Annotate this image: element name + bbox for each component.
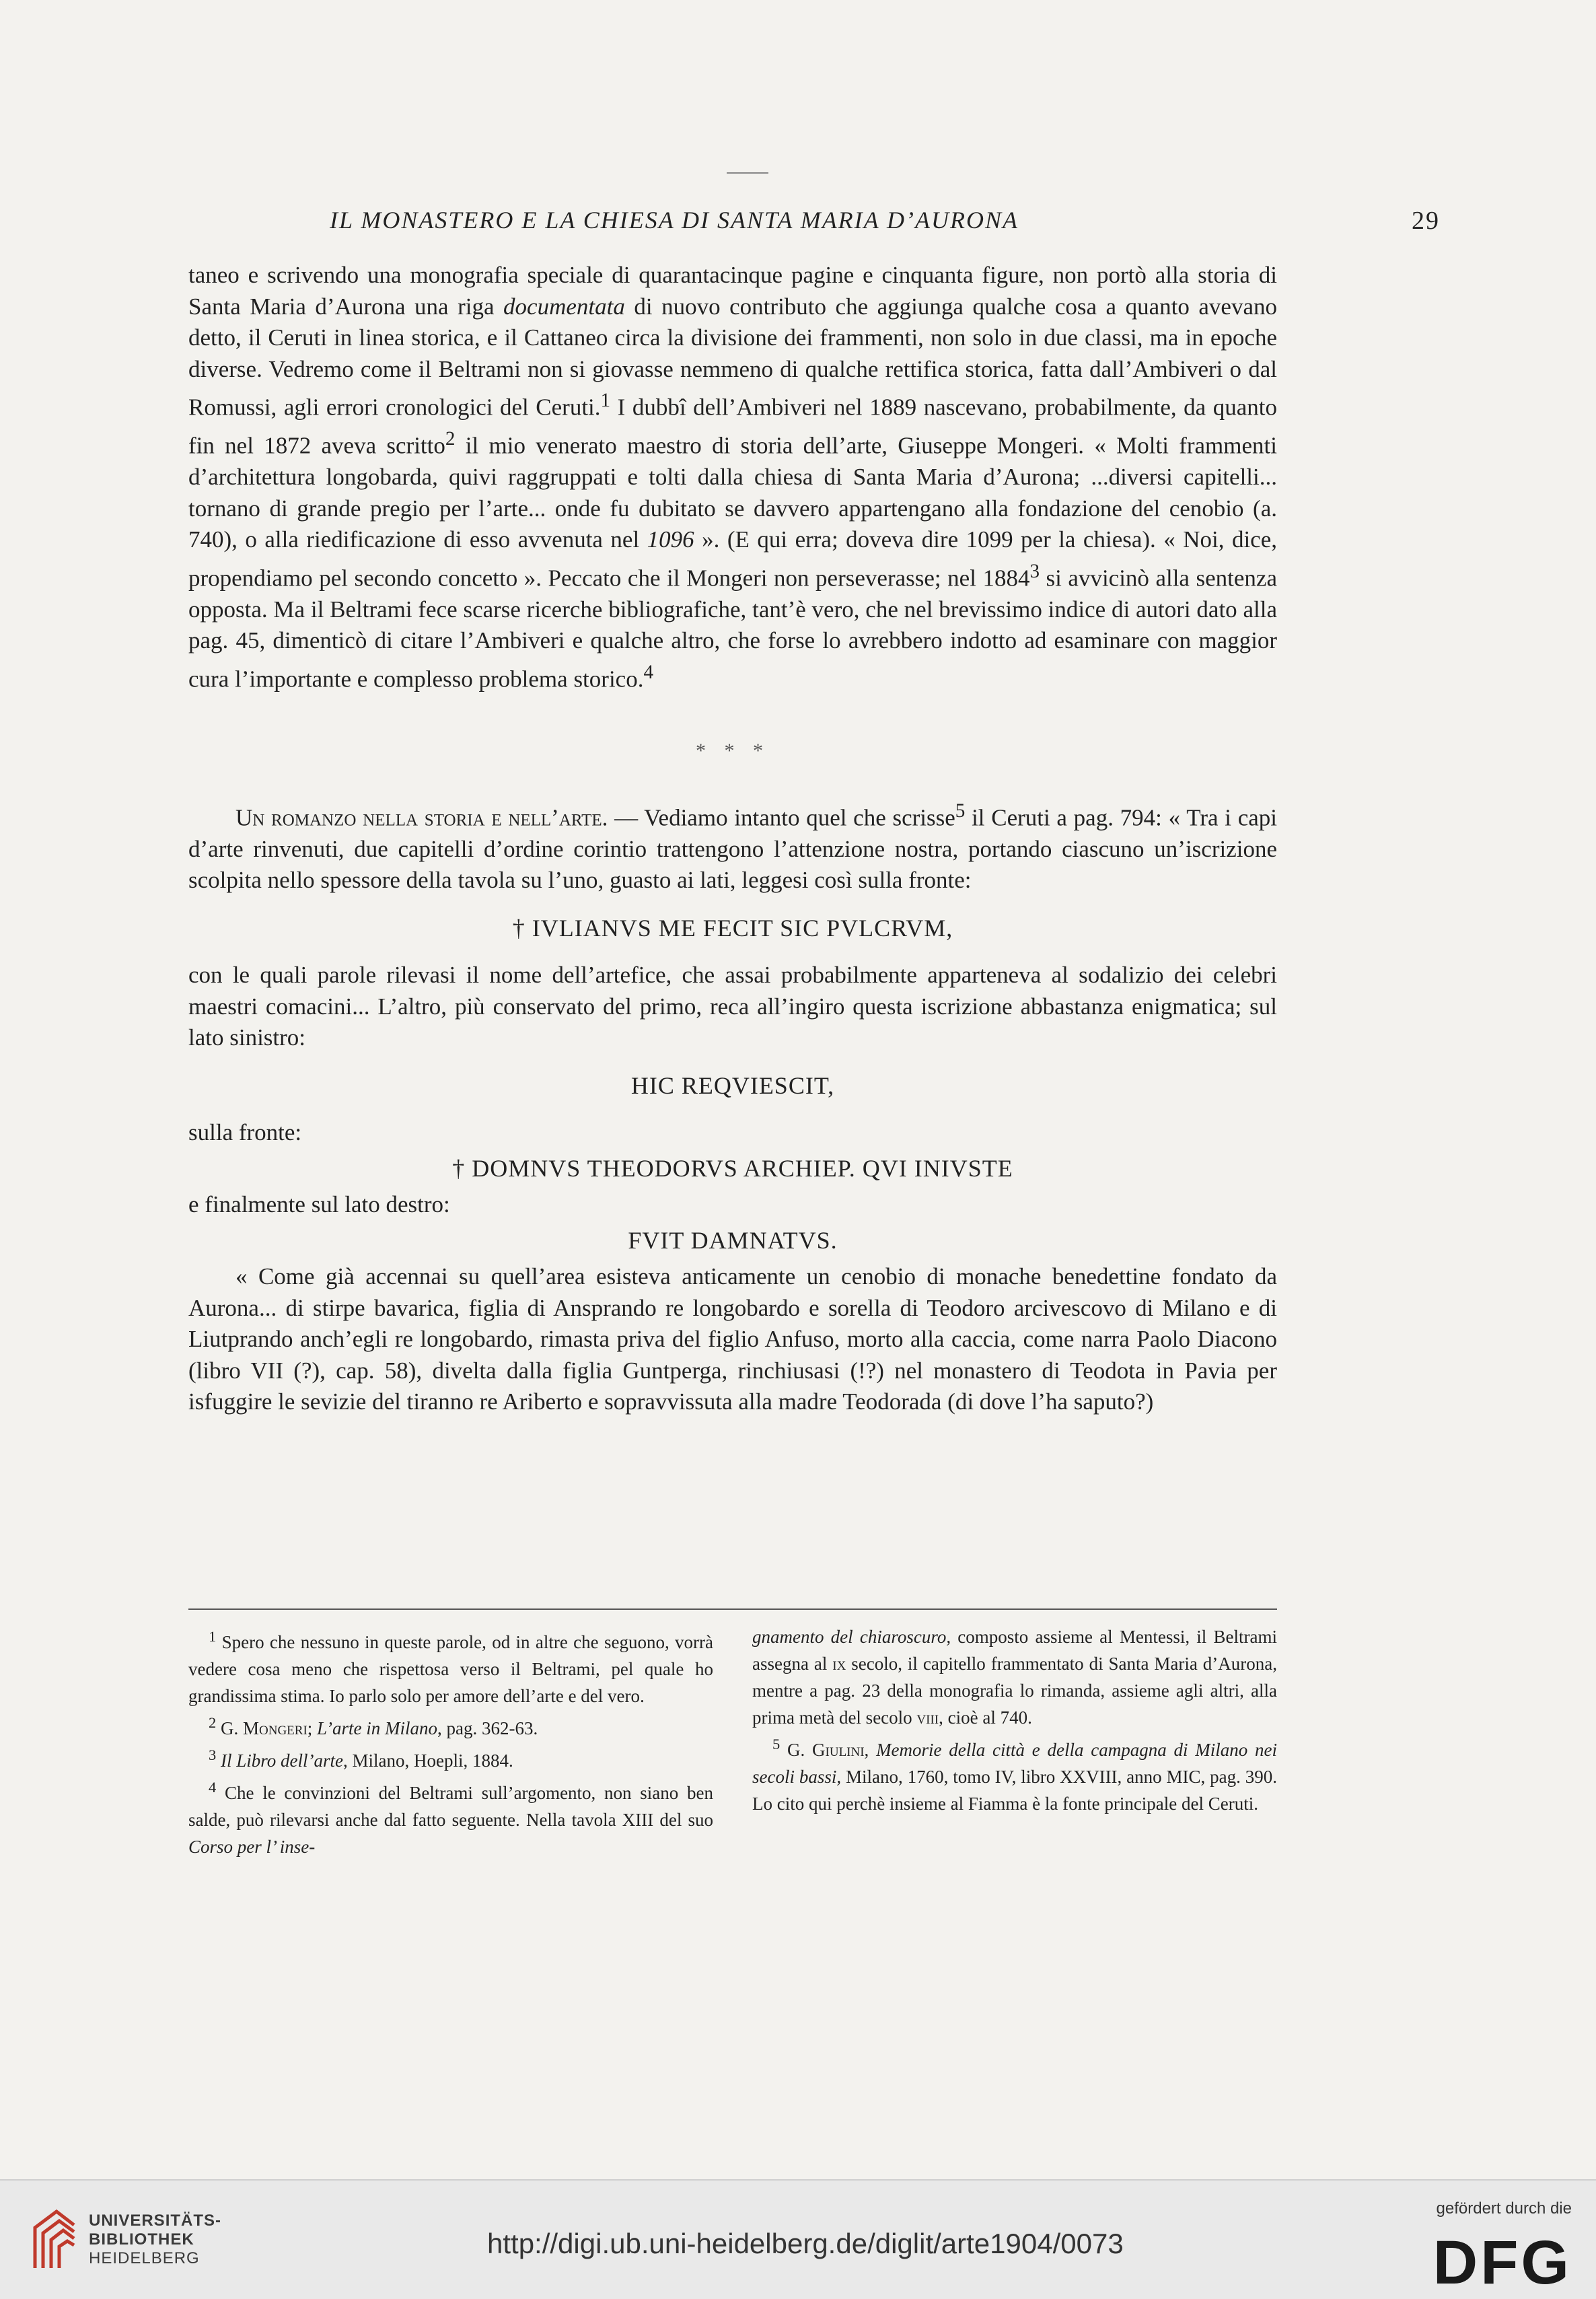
text-run: ». (E qui erra; doveva dire 1099 per la chiesa). « Noi, dice, propendiamo pel secondo concetto ». Peccato che il Mongeri non perseverasse; nel 1884 [188,526,1277,592]
library-name-line: HEIDELBERG [89,2249,200,2267]
paragraph-4: sulla fronte: [188,1119,302,1146]
paragraph-1 [188,260,1277,695]
footnote-number: 4 [209,1779,217,1796]
text-run: Spero che nessuno in queste parole, od in altre che seguono, vorrà vedere cosa meno che rispettosa verso il Beltrami, pel quale ho grandissima stima. Io parlo solo per amore dell’arte e del vero. [188,1632,713,1706]
text-run: secolo, il capitello frammentato di Santa Maria d’Aurona, mentre a pag. 23 della monografia lo rimanda, assieme agli altri, alla prima metà del secolo [752,1654,1278,1728]
funding-caption: gefördert durch die [1436,2199,1572,2218]
footnote-5 [752,1731,1277,1817]
footnote-number: 2 [209,1714,217,1731]
text-run: , cioè al 740. [939,1707,1032,1728]
text-run [216,1750,221,1771]
emphasis: documentata [503,293,625,320]
footnote-ref[interactable]: 5 [955,800,966,822]
running-header [188,206,1440,240]
footnote-number: 5 [772,1736,781,1753]
footnote-ref[interactable]: 1 [600,390,611,411]
book-title: L’arte in Milano [317,1718,438,1738]
text-run: I dubbî dell’Ambiveri nel 1889 nascevano, probabilmente, da quanto fin nel 1872 aveva scritto [188,394,1277,459]
text-run: ; [307,1718,318,1738]
footnote-number: 3 [209,1746,217,1763]
paragraph-6: « Come già accennai su quell’area esisteva anticamente un cenobio di monache benedettine fondato da Aurona... di stirpe bavarica, figlia di Ansprando re longobardo e sorella di Teodoro arcivescovo di Milano e di Liutprando anch’egli re longobardo, rimasta priva del figlio Anfuso, morto alla caccia, come narra Paolo Diacono (libro VII (?), cap. 58), divelta dalla figlia Guntperga, rinchiusasi (!?) nel monastero di Teodota in Pavia per isfuggire le sevizie del tiranno re Ariberto e sopravvissuta alla madre Teodorada (di dove l’ha saputo?) [188,1263,1277,1415]
text-run: di nuovo contributo che aggiunga qualche cosa a quanto avevano detto, il Ceruti in linea storica, e il Cattaneo circa la divisione dei frammenti, non solo in due classi, ma in epoche diverse. Vedremo come il Beltrami non si giovasse nemmeno di qualche rettifica storica, fatta dall’Ambiveri o dal Romussi, agli errori cronologici del Ceruti. [188,293,1277,421]
book-title: Memorie della città e della campagna di Milano nei secoli bassi, [752,1740,1277,1787]
paragraph-5: e finalmente sul lato destro: [188,1191,450,1218]
footnotes-right-column [752,1623,1277,1860]
text-run: — Vediamo intanto quel che scrisse [608,804,955,831]
footnote-4 [188,1774,713,1860]
roman-numeral: viii [916,1707,939,1728]
permalink-url[interactable]: http://digi.ub.uni-heidelberg.de/diglit/arte1904/0073 [487,2228,1124,2259]
inscription-3: † DOMNVS THEODORVS ARCHIEP. QVI INIVSTE [452,1154,1013,1182]
library-name-line: UNIVERSITÄTS- [89,2212,222,2230]
dfg-logo[interactable]: DFG [1432,2228,1572,2297]
inscription-2: HIC REQVIESCIT, [630,1071,835,1099]
text-run: si avvicinò alla sentenza opposta. Ma il Beltrami fece scarse ricerche bibliografiche, tant’è vero, che nel brevissimo indice di autori dato alla pag. 45, dimenticò di citare l’Ambiveri e qualche altro, che forse lo avrebbero indotto ad esaminare con maggior cura l’importante e complesso problema storico. [188,565,1277,693]
footnote-ref[interactable]: 2 [445,428,456,450]
author-name: Giulini [812,1740,865,1760]
text-run: il mio venerato maestro di storia dell’arte, Giuseppe Mongeri. « Molti frammenti d’architettura longobarda, quivi raggruppati e tolti dalla chiesa di Santa Maria d’Aurona; ...diversi capitelli... tornano di grande pregio per l’arte... onde fu dubitato se davvero appartengano alla fondazione del cenobio (a. 740), o alla riedificazione di esso avvenuta nel [188,432,1277,553]
footnote-ref[interactable]: 3 [1029,560,1040,582]
digitization-footer [0,2179,1596,2299]
text-run: G. [216,1718,243,1738]
text-run: G. [780,1740,813,1760]
footnote-1 [188,1623,713,1709]
book-title: gnamento del chiaroscuro, [752,1627,951,1647]
section-heading: Un romanzo nella storia e nell’arte. [235,804,608,831]
paragraph-2 [188,795,1277,896]
text-run: , [864,1740,877,1760]
paragraph-3: con le quali parole rilevasi il nome dell’artefice, che assai probabilmente apparteneva al sodalizio dei celebri maestri comacini... L’altro, più conservato del primo, reca all’ingiro questa iscrizione abbastanza enigmatica; sul lato sinistro: [188,962,1277,1051]
footnotes [188,1623,1277,1860]
author-name: Mongeri [243,1718,307,1738]
text-run: taneo e scrivendo una monografia speciale di quarantacinque pagine e cinquanta figure, non portò alla storia di Santa Maria d’Aurona una riga [188,262,1277,320]
library-name [89,2212,221,2268]
emphasis: 1096 [647,526,694,553]
text-run: , pag. 362-63. [437,1718,538,1738]
footnotes-left-column [188,1623,713,1860]
book-title: Il Libro dell’arte [221,1750,343,1771]
roman-numeral: ix [832,1654,846,1674]
inscription-4: FVIT DAMNATVS. [628,1226,838,1254]
text-run: Che le convinzioni del Beltrami sull’argomento, non siano ben salde, può rilevarsi anche dal fatto seguente. Nella tavola XIII del suo [188,1783,713,1830]
text-run: , Milano, Hoepli, 1884. [343,1750,513,1771]
inscription-1: † IVLIANVS ME FECIT SIC PVLCRVM, [512,914,953,942]
footnote-ref[interactable]: 4 [643,661,654,683]
section-divider-stars: * * * [696,740,770,763]
main-text [188,260,1277,1418]
book-title: Corso per l’ inse- [188,1837,316,1857]
footnote-4-continued [752,1623,1277,1731]
library-name-line: BIBLIOTHEK [89,2230,194,2249]
text-run: il Ceruti a pag. 794: « Tra i capi d’arte rinvenuti, due capitelli d’ordine corintio trattengono l’attenzione nostra, portando ciascuno un’iscrizione scolpita nello spessore della tavola su l’uno, guasto ai lati, leggesi così sulla fronte: [188,804,1277,894]
text-run: Milano, 1760, tomo IV, libro XXVIII, anno MIC, pag. 390. Lo cito qui perchè insieme al Fiamma è la fonte principale del Ceruti. [752,1767,1277,1814]
footnote-rule [188,1608,1277,1610]
text-run: composto assieme al Mentessi, il Beltrami assegna al [752,1627,1277,1674]
ub-heidelberg-logo-icon[interactable] [30,2207,79,2272]
running-title: IL MONASTERO E LA CHIESA DI SANTA MARIA D’AURONA [330,207,1019,234]
footnote-2 [188,1709,713,1742]
page-number: 29 [1412,207,1440,235]
top-decorative-rule [727,172,768,174]
footnote-number: 1 [209,1628,217,1645]
footnote-3 [188,1742,713,1774]
